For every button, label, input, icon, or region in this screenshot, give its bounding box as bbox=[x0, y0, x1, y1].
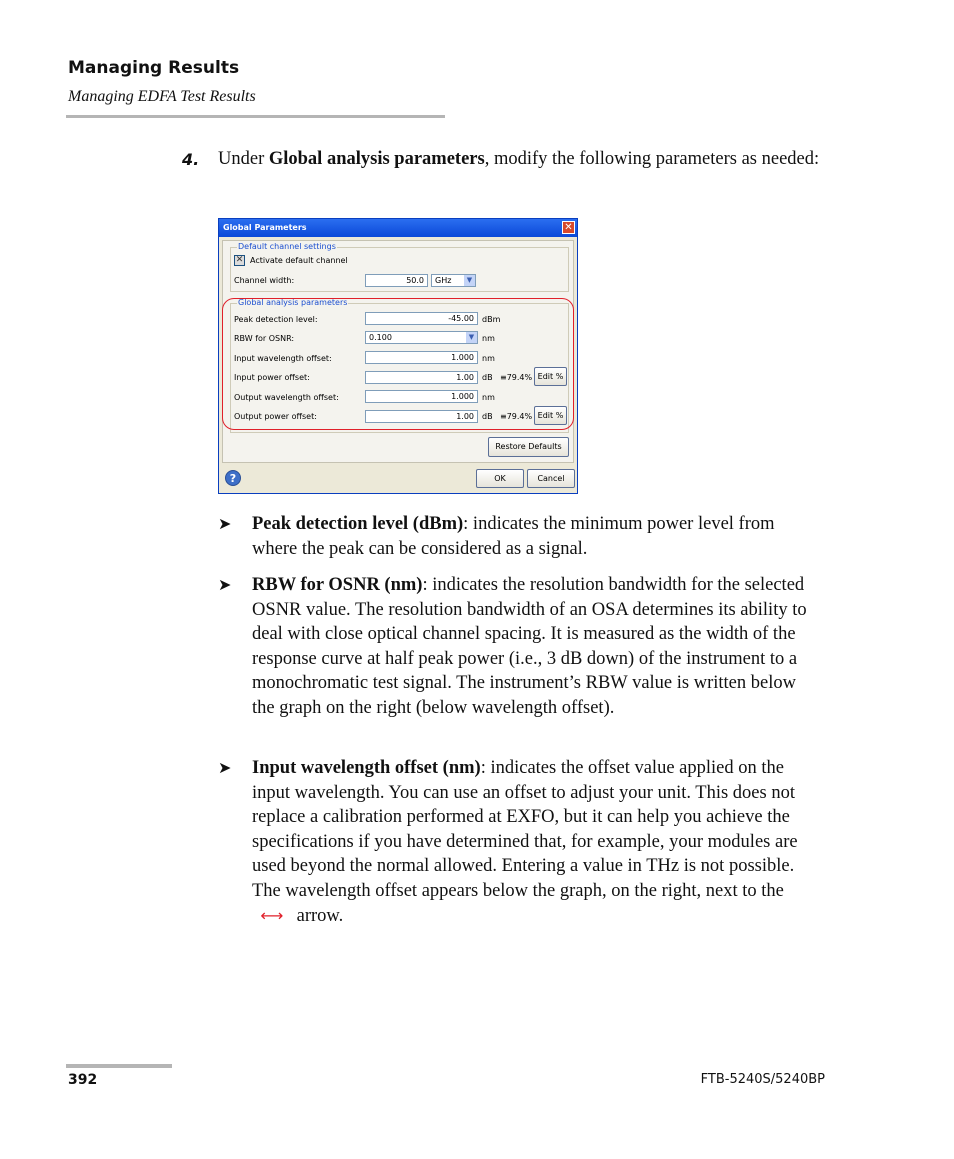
global-analysis-legend: Global analysis parameters bbox=[238, 298, 348, 307]
section-subtitle: Managing EDFA Test Results bbox=[68, 88, 256, 105]
input-power-offset-label: Input power offset: bbox=[234, 373, 310, 382]
bullet-marker: ➤ bbox=[218, 575, 232, 594]
bullet-marker: ➤ bbox=[218, 758, 232, 777]
peak-detection-unit: dBm bbox=[482, 315, 501, 324]
step-4 bbox=[182, 147, 822, 172]
cancel-button[interactable]: Cancel bbox=[527, 469, 575, 488]
page-number: 392 bbox=[68, 1072, 98, 1088]
output-power-offset-unit: dB bbox=[482, 412, 493, 421]
chevron-down-icon: ▼ bbox=[464, 275, 475, 286]
channel-width-unit-select[interactable]: GHz ▼ bbox=[431, 274, 476, 287]
dialog-title: Global Parameters bbox=[219, 219, 577, 237]
model-name: FTB-5240S/5240BP bbox=[700, 1072, 825, 1087]
section-title: Managing Results bbox=[68, 58, 240, 78]
input-power-offset-percent: ≡79.4% bbox=[500, 373, 533, 382]
step-text: Under Global analysis parameters, modify the following parameters as needed: bbox=[218, 149, 820, 169]
input-power-offset-unit: dB bbox=[482, 373, 493, 382]
activate-default-label: Activate default channel bbox=[250, 256, 348, 265]
help-icon[interactable]: ? bbox=[225, 470, 241, 486]
restore-defaults-button[interactable]: Restore Defaults bbox=[488, 437, 569, 457]
bullet-marker: ➤ bbox=[218, 514, 232, 533]
output-wavelength-offset-label: Output wavelength offset: bbox=[234, 393, 339, 402]
output-wavelength-offset-input[interactable]: 1.000 bbox=[365, 390, 478, 403]
ok-button[interactable]: OK bbox=[476, 469, 524, 488]
activate-default-checkbox[interactable]: ✕ bbox=[235, 255, 244, 265]
output-power-offset-label: Output power offset: bbox=[234, 412, 317, 421]
rbw-select[interactable]: 0.100 ▼ bbox=[365, 331, 478, 344]
bullet-rbw: ➤ RBW for OSNR (nm): indicates the resolution bandwidth for the selected OSNR value. The resolution bandwidth of an OSA determines its ability to deal with close optical channel spacing. It is measured as the width of the response curve at half peak power (i.e., 3 dB down) of the instrument to a monochromatic test signal. The instrument’s RBW value is written below the graph on the right (below wavelength offset). bbox=[218, 575, 807, 718]
rbw-label: RBW for OSNR: bbox=[234, 334, 295, 343]
input-wavelength-offset-unit: nm bbox=[482, 354, 495, 363]
step-number: 4. bbox=[182, 150, 200, 169]
double-arrow-icon: ⟷ bbox=[260, 905, 284, 925]
input-wavelength-offset-label: Input wavelength offset: bbox=[234, 354, 332, 363]
bullet-input-wavelength-offset: ➤ Input wavelength offset (nm): indicates the offset value applied on the input wavelength. You can use an offset to adjust your unit. This does not replace a calibration performed at EXFO, but it can help you achieve the specifications if you have determined that, for example, your modules are used beyond the normal allowed. Entering a value in THz is not possible. The wavelength offset appears below the graph, on the right, next to the ⟷ arrow. bbox=[218, 756, 818, 928]
chevron-down-icon: ▼ bbox=[466, 332, 477, 343]
header-rule bbox=[66, 115, 445, 118]
peak-detection-label: Peak detection level: bbox=[234, 315, 318, 324]
input-wavelength-offset-input[interactable]: 1.000 bbox=[365, 351, 478, 364]
peak-detection-input[interactable]: -45.00 bbox=[365, 312, 478, 325]
output-power-edit-button[interactable]: Edit % bbox=[534, 406, 567, 425]
input-power-offset-input[interactable]: 1.00 bbox=[365, 371, 478, 384]
channel-width-input[interactable]: 50.0 bbox=[365, 274, 428, 287]
highlight-ring bbox=[222, 298, 574, 430]
bullet-peak-detection: ➤ Peak detection level (dBm): indicates the minimum power level from where the peak can be considered as a signal. bbox=[218, 514, 775, 559]
default-channel-legend: Default channel settings bbox=[238, 242, 336, 251]
channel-width-label: Channel width: bbox=[234, 276, 295, 285]
close-icon[interactable]: ✕ bbox=[562, 221, 575, 234]
output-wavelength-offset-unit: nm bbox=[482, 393, 495, 402]
rbw-unit: nm bbox=[482, 334, 495, 343]
footer-rule bbox=[66, 1064, 172, 1068]
input-power-edit-button[interactable]: Edit % bbox=[534, 367, 567, 386]
output-power-offset-percent: ≡79.4% bbox=[500, 412, 533, 421]
output-power-offset-input[interactable]: 1.00 bbox=[365, 410, 478, 423]
